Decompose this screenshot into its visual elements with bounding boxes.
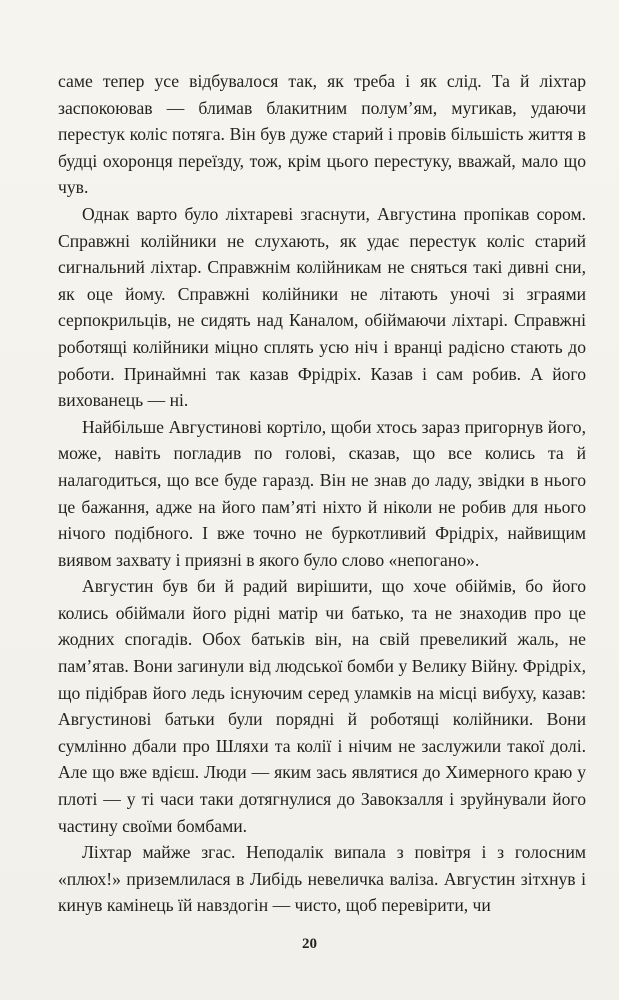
paragraph: саме тепер усе відбувалося так, як треба і як слід. Та й ліхтар заспокоював — блимав блакитним полум’ям, мугикав, удаючи перестук коліс потяга. Він був дуже старий і провів більшість життя в будці охоронця переїзду, тож, крім цього перестуку, вважай, мало що чув. <box>58 71 586 198</box>
body-text <box>58 68 586 919</box>
paragraph: Однак варто було ліхтареві згаснути, Августина пропікав сором. Справжні колійники не слухають, як удає перестук коліс старий сигнальний ліхтар. Справжнім колійникам не сняться такі дивні сни, як оце йому. Справжні колійники не літають уночі зі зграями серпокрильців, не сидять над Каналом, обіймаючи ліхтарі. Справжні роботящі колійники міцно сплять усю ніч і вранці радісно стають до роботи. Принаймні так казав Фрідріх. Казав і сам робив. А його вихованець — ні. <box>58 203 586 411</box>
paragraph: Найбільше Августинові кортіло, щоби хтось зараз пригорнув його, може, навіть погладив по голові, сказав, що все колись та й налагодиться, що все буде гаразд. Він не знав до ладу, звідки в нього це бажання, адже на його пам’яті ніхто й ніколи не робив для нього нічого подібного. І вже точно не буркотливий Фрідріх, найвищим виявом захвату і приязні в якого було слово «непогано». <box>58 416 586 570</box>
paragraph: Августин був би й радий вирішити, що хоче обіймів, бо його колись обіймали його рідні матір чи батько, та не знаходив про це жодних спогадів. Обох батьків він, на свій превеликий жаль, не пам’ятав. Вони загинули від людської бомби у Велику Війну. Фрідріх, що підібрав його ледь існуючим серед уламків на місці вибуху, казав: Августинові батьки були порядні й роботящі колійники. Вони сумлінно дбали про Шляхи та колії і нічим не заслужили такої долі. Але що вже вдієш. Люди — яким зась являтися до Химерного краю у плоті — у ті часи таки дотягнулися до Завокзалля і зруйнували його частину своїми бомбами. <box>58 576 586 836</box>
paragraph: Ліхтар майже згас. Неподалік випала з повітря і з голосним «плюх!» приземлилася в Либідь невеличка валіза. Августин зітхнув і кинув камінець їй навздогін — чисто, щоб перевірити, чи <box>58 842 586 916</box>
page-number: 20 <box>302 936 317 952</box>
